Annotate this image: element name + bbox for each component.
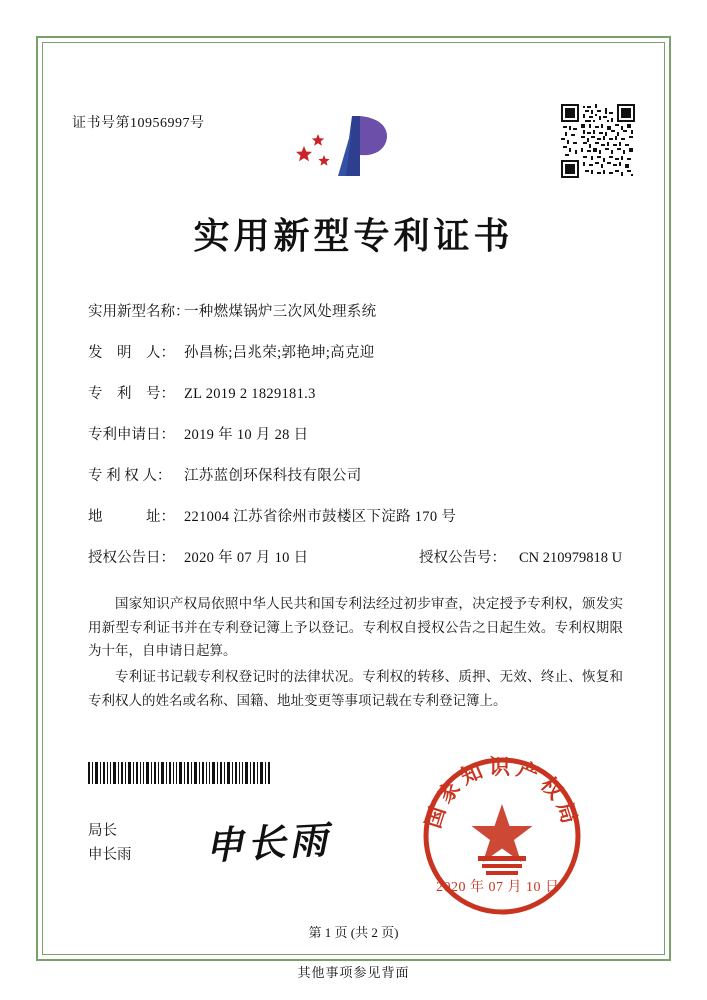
field-value: 一种燃煤锅炉三次风处理系统 (184, 304, 377, 320)
field-row-application-date (88, 423, 628, 444)
legal-text (88, 592, 623, 714)
field-value: 221004 江苏省徐州市鼓楼区下淀路 170 号 (184, 509, 457, 525)
footer-note: 其他事项参见背面 (297, 965, 410, 980)
director-role-label: 局长 (88, 823, 117, 839)
cnipa-logo-icon (294, 108, 414, 184)
field-row-address (88, 505, 628, 526)
field-label: 专 利 权 人： (88, 468, 172, 484)
field-label: 实用新型名称： (88, 304, 190, 320)
field-value: ZL 2019 2 1829181.3 (184, 386, 316, 402)
field-value: 孙昌栋;吕兆荣;郭艳坤;高克迎 (184, 345, 375, 361)
seal-date: 2020 年 07 月 10 日 (436, 880, 560, 895)
field-label: 专利申请日： (88, 427, 175, 443)
field-value-grant-no: CN 210979818 U (519, 550, 623, 566)
field-label: 专 利 号： (88, 386, 175, 402)
field-label: 发 明 人： (88, 345, 175, 361)
field-row-inventors (88, 341, 628, 362)
field-value-grant-date: 2020 年 07 月 10 日 (184, 550, 309, 566)
field-label: 地 址： (88, 509, 175, 525)
field-row-grant (88, 546, 628, 567)
signature-block (88, 820, 132, 868)
page-title: 实用新型专利证书 (193, 216, 514, 256)
qr-code-icon (561, 104, 635, 178)
certificate-fields (88, 300, 628, 587)
field-label-grant-no: 授权公告号： (419, 550, 506, 566)
field-row-patent-no (88, 382, 628, 403)
barcode-icon (88, 762, 270, 784)
certificate-number: 证书号第10956997号 (72, 116, 205, 131)
field-value: 2019 年 10 月 28 日 (184, 427, 309, 443)
field-label-grant-date: 授权公告日： (88, 550, 175, 566)
page-number: 第 1 页 (共 2 页) (308, 925, 399, 940)
legal-paragraph-1: 国家知识产权局依照中华人民共和国专利法经过初步审查，决定授予专利权，颁发实用新型专利证书并在专利登记簿上予以登记。专利权自授权公告之日起生效。专利权期限为十年，自申请日起算。 (88, 596, 623, 659)
field-value: 江苏蓝创环保科技有限公司 (184, 468, 362, 484)
director-name-label: 申长雨 (88, 846, 132, 863)
field-row-patentee (88, 464, 628, 485)
field-row-name (88, 300, 628, 321)
svg-text:国家知识产权局: 国家知识产权局 (420, 755, 584, 832)
legal-paragraph-2: 专利证书记载专利权登记时的法律状况。专利权的转移、质押、无效、终止、恢复和专利权人的姓名或名称、国籍、地址变更等事项记载在专利登记簿上。 (88, 668, 623, 708)
handwritten-signature: 申长雨 (204, 819, 333, 869)
